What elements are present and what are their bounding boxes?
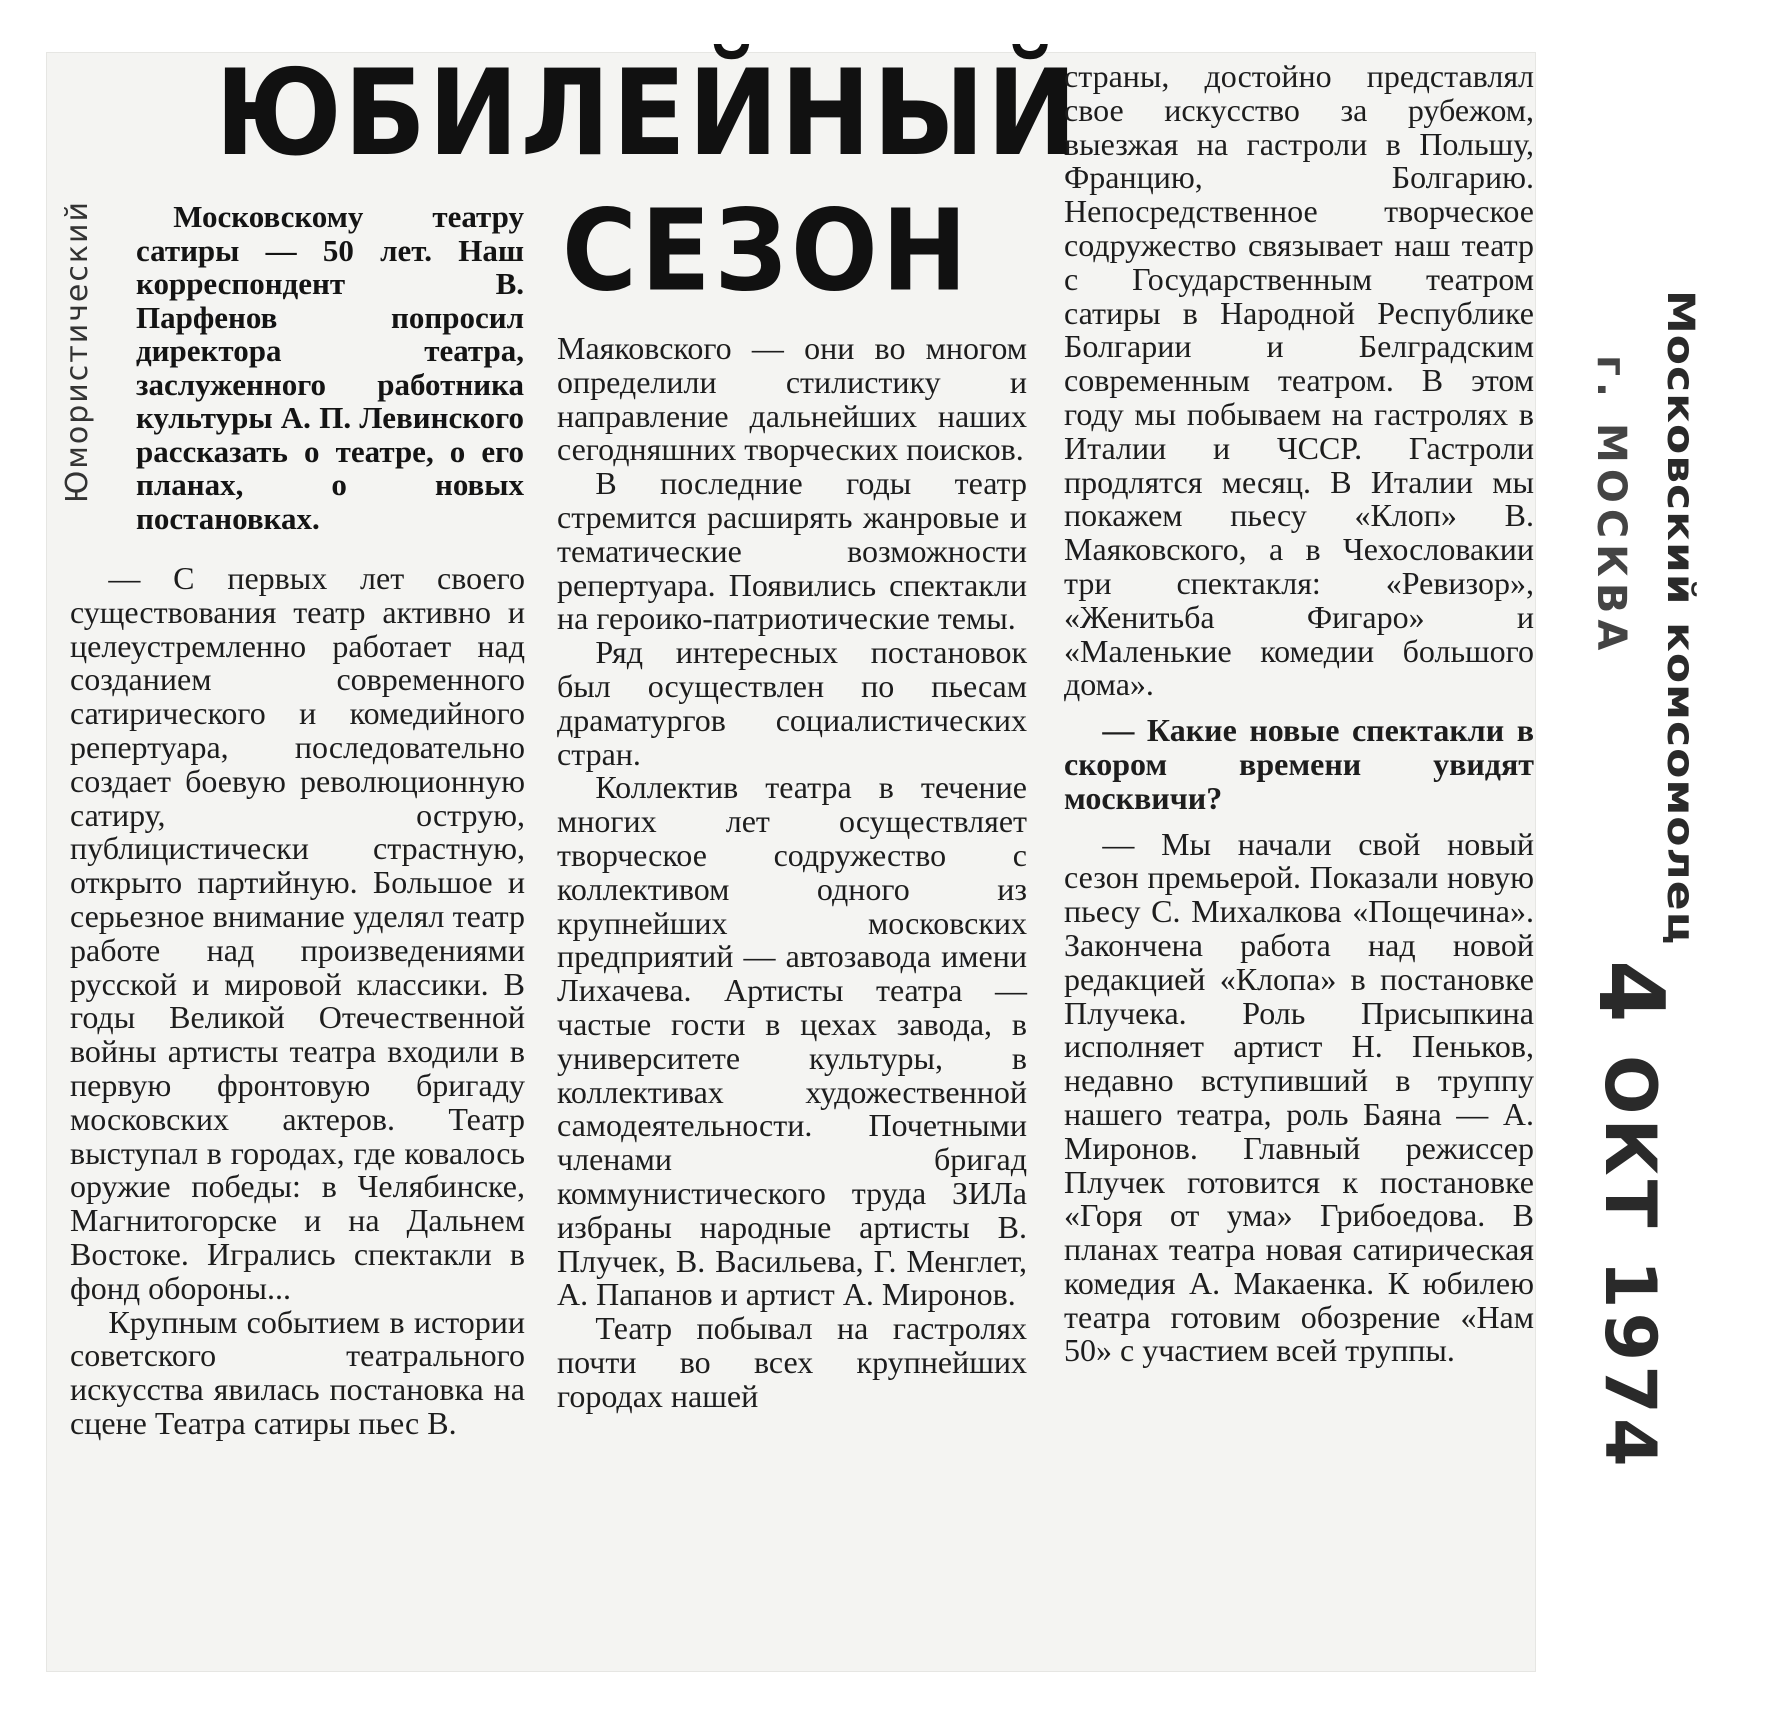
stamp-date: [1578, 960, 1683, 1471]
paragraph: Ряд интересных постановок был осуществлен по пьесам драматургов социалистических стран.: [557, 634, 1027, 772]
headline-line-1: ЮБИЛЕЙНЫЙ: [215, 45, 1080, 183]
article-column-2: [557, 332, 1027, 1414]
headline-line-2: СЕЗОН: [562, 186, 972, 317]
interview-question: — Какие новые спектакли в скором времени увидят москвичи?: [1064, 712, 1534, 816]
byline-vertical: Юмористический: [60, 200, 95, 504]
stamp-day: 4: [1578, 960, 1683, 1027]
lead-paragraph: Московскому театру сатиры — 50 лет. Наш корреспондент В. Парфенов попросил директора театра, заслуженного работника культуры А. П. Левинского рассказать о театре, о его планах, о новых постановках.: [136, 199, 524, 536]
paragraph: страны, достойно представлял свое искусство за рубежом, выезжая на гастроли в Польшу, Францию, Болгарию. Непосредственное творческое содружество связывает наш театр с Государственным театром сатиры в Народной Республике Болгарии и Белградским современным театром. В этом году мы побываем на гастролях в Италии и ЧССР. Гастроли продлятся месяц. В Италии мы покажем пьесу «Клоп» В. Маяковского, а в Чехословакии три спектакля: «Ревизор», «Женитьба Фигаро» и «Маленькие комедии большого дома».: [1064, 58, 1534, 703]
paragraph: В последние годы театр стремится расширять жанровые и тематические возможности репертуара. Появились спектакли на героико-патриотические темы.: [557, 465, 1027, 637]
article-column-3: [1064, 60, 1534, 1368]
paragraph: Коллектив театра в течение многих лет осуществляет творческое содружество с коллективом одного из крупнейших московских предприятий — автозавода имени Лихачева. Артисты театра — частые гости в цехах завода, в университете культуры, в коллективах художественной самодеятельности. Почетными членами бригад коммунистического труда ЗИЛа избраны народные артисты В. Плучек, В. Васильева, Г. Менглет, А. Папанов и артист А. Миронов.: [557, 769, 1027, 1313]
paragraph: — Мы начали свой новый сезон премьерой. Показали новую пьесу С. Михалкова «Пощечина». Закончена работа над новой редакцией «Клопа» в постановке Плучека. Роль Присыпкина исполняет артист Н. Пеньков, недавно вступивший в труппу нашего театра, роль Баяна — А. Миронов. Главный режиссер Плучек готовится к постановке «Горя от ума» Грибоедова. В планах театра новая сатирическая комедия А. Макаенка. К юбилею театра готовим обозрение «Нам 50» с участием всей труппы.: [1064, 825, 1534, 1369]
stamp-city: г. МОСКВА: [1588, 355, 1634, 657]
paragraph: Маяковского — они во многом определили стилистику и направление дальнейших наших сегодняшних творческих поисков.: [557, 330, 1027, 468]
paragraph: Крупным событием в истории советского театрального искусства явилась постановка на сцене Театра сатиры пьес В.: [70, 1303, 525, 1441]
article-column-1: [70, 562, 525, 1441]
paragraph: — С первых лет своего существования театр активно и целеустремленно работает над созданием современного сатирического и комедийного репертуара, последовательно создает боевую революционную сатиру, острую, публицистически страстную, открыто партийную. Большое и серьезное внимание уделял театр работе над произведениями русской и мировой классики. В годы Великой Отечественной войны артисты театра входили в первую фронтовую бригаду московских актеров. Театр выступал в городах, где ковалось оружие победы: в Челябинске, Магнитогорске и на Дальнем Востоке. Игрались спектакли в фонд обороны...: [70, 560, 525, 1306]
paragraph: Театр побывал на гастролях почти во всех крупнейших городах нашей: [557, 1310, 1027, 1414]
stamp-newspaper-name: Московский комсомолец: [1658, 290, 1703, 946]
stamp-month-year: ОКТ 1974: [1589, 1055, 1671, 1471]
